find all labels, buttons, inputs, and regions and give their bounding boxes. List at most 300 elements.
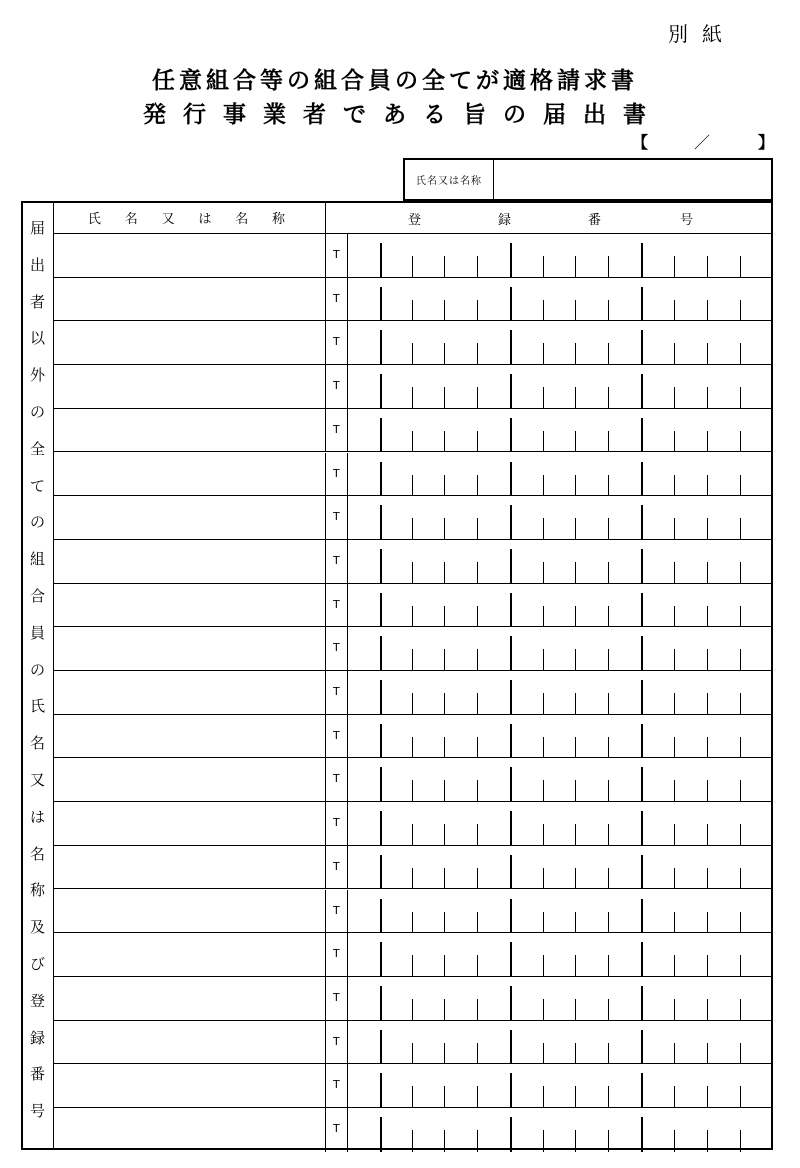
digit-group-divider	[641, 287, 643, 321]
digit-divider	[608, 1086, 609, 1107]
digit-divider	[412, 300, 413, 321]
period-field[interactable]	[632, 130, 774, 152]
digit-divider	[543, 518, 544, 539]
digit-divider	[412, 868, 413, 889]
registration-number-field[interactable]	[348, 1108, 773, 1152]
registration-number-field[interactable]	[348, 1021, 773, 1064]
digit-divider	[575, 518, 576, 539]
digit-divider	[608, 737, 609, 758]
digit-divider	[477, 693, 478, 714]
digit-divider	[707, 780, 708, 801]
digit-divider	[674, 868, 675, 889]
digit-divider	[608, 912, 609, 933]
digit-divider	[707, 1086, 708, 1107]
document-title-line-1: 任意組合等の組合員の全てが適格請求書	[152, 68, 638, 94]
side-label-char: 届	[29, 219, 45, 237]
digit-divider	[608, 868, 609, 889]
registration-prefix: T	[326, 496, 348, 539]
name-header-char: 名	[124, 211, 138, 227]
table-row	[54, 409, 773, 453]
digit-divider	[444, 300, 445, 321]
digit-divider	[412, 431, 413, 452]
side-label-char: 称	[29, 881, 45, 900]
digit-divider	[740, 649, 741, 670]
digit-divider	[707, 518, 708, 539]
digit-divider	[412, 387, 413, 408]
digit-divider	[740, 1086, 741, 1107]
digit-divider	[412, 475, 413, 496]
digit-divider	[740, 824, 741, 845]
digit-divider	[674, 780, 675, 801]
side-label-char: 名	[29, 844, 45, 863]
digit-divider	[575, 955, 576, 976]
digit-divider	[707, 387, 708, 408]
digit-divider	[575, 1130, 576, 1152]
registration-number-field[interactable]	[348, 321, 773, 364]
table-row	[54, 846, 773, 890]
digit-divider	[608, 343, 609, 364]
column-header-registration-number	[326, 201, 773, 234]
digit-group-divider	[510, 462, 512, 496]
registration-prefix: T	[326, 1021, 348, 1064]
registration-number-field[interactable]	[348, 540, 773, 583]
digit-divider	[707, 868, 708, 889]
digit-group-divider	[380, 287, 382, 321]
digit-group-divider	[641, 767, 643, 801]
digit-divider	[608, 1043, 609, 1064]
digit-group-divider	[510, 374, 512, 408]
digit-group-divider	[641, 899, 643, 933]
digit-divider	[575, 649, 576, 670]
digit-divider	[707, 475, 708, 496]
digit-divider	[477, 649, 478, 670]
digit-group-divider	[510, 287, 512, 321]
table-row	[54, 584, 773, 628]
digit-divider	[444, 606, 445, 627]
digit-divider	[543, 955, 544, 976]
digit-divider	[444, 955, 445, 976]
registration-prefix: T	[326, 627, 348, 670]
filer-name-label: 氏名又は名称	[405, 160, 494, 199]
side-label-char: の	[29, 513, 45, 532]
digit-divider	[707, 300, 708, 321]
digit-divider	[543, 912, 544, 933]
digit-divider	[674, 343, 675, 364]
member-name-cell[interactable]	[54, 715, 326, 758]
registration-prefix: T	[326, 1108, 348, 1152]
table-row	[54, 758, 773, 802]
registration-number-field[interactable]	[348, 977, 773, 1020]
registration-number-field[interactable]	[348, 671, 773, 714]
side-label-char: は	[29, 807, 45, 826]
digit-divider	[477, 475, 478, 496]
filer-name-box	[403, 158, 773, 201]
registration-header-char: 号	[680, 213, 694, 228]
digit-group-divider	[641, 330, 643, 364]
digit-divider	[740, 999, 741, 1020]
registration-number-field[interactable]	[348, 584, 773, 627]
digit-divider	[674, 955, 675, 976]
digit-group-divider	[510, 243, 512, 277]
digit-divider	[575, 693, 576, 714]
digit-divider	[477, 824, 478, 845]
table-row	[54, 1064, 773, 1108]
registration-number-field[interactable]	[348, 1064, 773, 1107]
member-name-cell[interactable]	[54, 758, 326, 801]
digit-divider	[608, 780, 609, 801]
digit-divider	[444, 780, 445, 801]
member-name-cell[interactable]	[54, 365, 326, 408]
digit-divider	[477, 343, 478, 364]
side-label-char: 組	[29, 550, 45, 569]
side-label-char: 員	[29, 623, 45, 642]
digit-group-divider	[510, 811, 512, 845]
registration-number-field[interactable]	[348, 453, 773, 496]
member-name-cell[interactable]	[54, 671, 326, 714]
digit-divider	[543, 431, 544, 452]
digit-group-divider	[641, 986, 643, 1020]
side-label-char: 登	[29, 991, 45, 1010]
registration-prefix: T	[326, 715, 348, 758]
digit-group-divider	[510, 899, 512, 933]
digit-divider	[575, 868, 576, 889]
member-name-cell[interactable]	[54, 540, 326, 583]
digit-divider	[608, 606, 609, 627]
registration-number-field[interactable]	[348, 496, 773, 539]
digit-divider	[543, 256, 544, 277]
digit-divider	[608, 300, 609, 321]
digit-group-divider	[510, 1030, 512, 1064]
digit-divider	[575, 824, 576, 845]
digit-divider	[608, 475, 609, 496]
table-row	[54, 453, 773, 497]
digit-divider	[575, 1086, 576, 1107]
registration-number-field[interactable]	[348, 365, 773, 408]
digit-group-divider	[641, 811, 643, 845]
member-name-cell[interactable]	[54, 453, 326, 496]
members-side-label	[21, 201, 54, 1150]
digit-divider	[608, 431, 609, 452]
digit-divider	[543, 824, 544, 845]
digit-divider	[740, 562, 741, 583]
digit-divider	[740, 387, 741, 408]
digit-divider	[608, 955, 609, 976]
digit-divider	[707, 1043, 708, 1064]
digit-group-divider	[641, 1073, 643, 1107]
filer-name-field[interactable]	[494, 160, 771, 199]
registration-number-field[interactable]	[348, 890, 773, 933]
member-name-cell[interactable]	[54, 584, 326, 627]
digit-divider	[674, 737, 675, 758]
digit-group-divider	[641, 505, 643, 539]
table-row	[54, 933, 773, 977]
digit-divider	[740, 343, 741, 364]
digit-divider	[477, 955, 478, 976]
member-name-cell[interactable]	[54, 890, 326, 933]
digit-divider	[444, 1086, 445, 1107]
side-label-char: 以	[29, 329, 45, 348]
digit-divider	[674, 912, 675, 933]
digit-divider	[608, 649, 609, 670]
digit-divider	[608, 256, 609, 277]
digit-divider	[740, 1043, 741, 1064]
name-header-char: 名	[235, 211, 249, 227]
digit-divider	[707, 824, 708, 845]
digit-divider	[674, 1086, 675, 1107]
digit-group-divider	[510, 636, 512, 670]
digit-divider	[543, 387, 544, 408]
digit-group-divider	[641, 593, 643, 627]
digit-divider	[608, 387, 609, 408]
registration-prefix: T	[326, 802, 348, 845]
registration-prefix: T	[326, 846, 348, 889]
period-slash: ／	[694, 133, 711, 152]
name-header-char: 又	[161, 211, 175, 227]
digit-group-divider	[510, 855, 512, 889]
table-row	[54, 715, 773, 759]
registration-prefix: T	[326, 671, 348, 714]
member-name-cell[interactable]	[54, 496, 326, 539]
digit-divider	[543, 780, 544, 801]
digit-divider	[707, 999, 708, 1020]
digit-divider	[674, 300, 675, 321]
digit-divider	[412, 912, 413, 933]
digit-group-divider	[510, 1117, 512, 1152]
digit-divider	[674, 1043, 675, 1064]
registration-prefix: T	[326, 540, 348, 583]
digit-divider	[608, 562, 609, 583]
registration-number-field[interactable]	[348, 234, 773, 277]
digit-divider	[412, 737, 413, 758]
digit-divider	[740, 475, 741, 496]
digit-divider	[543, 693, 544, 714]
digit-group-divider	[510, 942, 512, 976]
digit-divider	[444, 1043, 445, 1064]
digit-divider	[575, 737, 576, 758]
digit-divider	[674, 475, 675, 496]
digit-divider	[477, 1043, 478, 1064]
registration-header-char: 録	[498, 213, 512, 228]
column-header-name	[54, 201, 326, 234]
digit-divider	[477, 518, 478, 539]
digit-divider	[608, 999, 609, 1020]
table-row	[54, 496, 773, 540]
digit-group-divider	[510, 986, 512, 1020]
digit-divider	[674, 824, 675, 845]
digit-divider	[412, 562, 413, 583]
name-header-char: 氏	[87, 211, 101, 227]
digit-divider	[575, 475, 576, 496]
digit-divider	[674, 387, 675, 408]
digit-divider	[412, 955, 413, 976]
digit-divider	[543, 999, 544, 1020]
digit-divider	[707, 737, 708, 758]
registration-prefix: T	[326, 234, 348, 277]
digit-divider	[543, 475, 544, 496]
registration-header-char: 番	[588, 213, 602, 228]
member-name-cell[interactable]	[54, 802, 326, 845]
name-header-char: 称	[272, 211, 286, 227]
digit-divider	[444, 912, 445, 933]
table-row	[54, 365, 773, 409]
digit-divider	[477, 1086, 478, 1107]
digit-group-divider	[380, 549, 382, 583]
side-label-char: び	[29, 955, 45, 973]
member-name-cell[interactable]	[54, 409, 326, 452]
digit-divider	[740, 300, 741, 321]
digit-divider	[412, 1130, 413, 1152]
digit-group-divider	[641, 462, 643, 496]
registration-prefix: T	[326, 278, 348, 321]
registration-number-field[interactable]	[348, 627, 773, 670]
digit-divider	[740, 693, 741, 714]
digit-group-divider	[641, 549, 643, 583]
member-name-cell[interactable]	[54, 1064, 326, 1107]
attachment-label: 別紙	[668, 22, 736, 46]
member-name-cell[interactable]	[54, 1021, 326, 1064]
digit-group-divider	[641, 636, 643, 670]
digit-divider	[740, 431, 741, 452]
digit-divider	[412, 824, 413, 845]
digit-group-divider	[380, 243, 382, 277]
registration-header-char: 登	[408, 213, 422, 228]
digit-group-divider	[380, 374, 382, 408]
digit-divider	[444, 649, 445, 670]
digit-divider	[412, 1043, 413, 1064]
table-row	[54, 321, 773, 365]
registration-prefix: T	[326, 758, 348, 801]
member-name-cell[interactable]	[54, 846, 326, 889]
side-label-char: 者	[29, 292, 45, 311]
side-label-char: 又	[29, 771, 45, 789]
side-label-char: 及	[29, 918, 45, 937]
digit-group-divider	[380, 767, 382, 801]
member-name-cell[interactable]	[54, 1108, 326, 1152]
digit-divider	[477, 562, 478, 583]
table-row	[54, 977, 773, 1021]
digit-divider	[543, 868, 544, 889]
member-name-cell[interactable]	[54, 234, 326, 277]
registration-number-field[interactable]	[348, 758, 773, 801]
registration-number-field[interactable]	[348, 802, 773, 845]
digit-divider	[444, 256, 445, 277]
digit-divider	[608, 518, 609, 539]
digit-group-divider	[641, 724, 643, 758]
side-label-char: 外	[29, 366, 45, 385]
digit-divider	[575, 387, 576, 408]
digit-group-divider	[380, 418, 382, 452]
digit-divider	[543, 1086, 544, 1107]
digit-group-divider	[380, 811, 382, 845]
table-row	[54, 627, 773, 671]
registration-number-field[interactable]	[348, 846, 773, 889]
digit-group-divider	[510, 1073, 512, 1107]
digit-group-divider	[380, 855, 382, 889]
member-name-cell[interactable]	[54, 977, 326, 1020]
digit-divider	[444, 431, 445, 452]
side-label-char: 出	[29, 255, 45, 274]
side-label-char: 号	[29, 1102, 45, 1121]
side-label-char: の	[29, 403, 45, 421]
digit-divider	[543, 737, 544, 758]
digit-divider	[477, 1130, 478, 1152]
side-label-char: 氏	[29, 697, 45, 716]
digit-divider	[444, 387, 445, 408]
registration-prefix: T	[326, 933, 348, 976]
digit-divider	[674, 562, 675, 583]
digit-divider	[740, 606, 741, 627]
digit-group-divider	[380, 1030, 382, 1064]
digit-divider	[412, 256, 413, 277]
digit-group-divider	[641, 374, 643, 408]
registration-prefix: T	[326, 1064, 348, 1107]
period-close-bracket: 】	[757, 133, 774, 152]
registration-number-field[interactable]	[348, 933, 773, 976]
digit-group-divider	[510, 505, 512, 539]
registration-number-field[interactable]	[348, 278, 773, 321]
digit-divider	[543, 606, 544, 627]
digit-divider	[477, 256, 478, 277]
registration-number-field[interactable]	[348, 409, 773, 452]
digit-divider	[707, 955, 708, 976]
digit-divider	[608, 1130, 609, 1152]
digit-group-divider	[510, 330, 512, 364]
digit-divider	[740, 518, 741, 539]
digit-divider	[477, 912, 478, 933]
registration-number-field[interactable]	[348, 715, 773, 758]
digit-divider	[575, 999, 576, 1020]
digit-group-divider	[641, 243, 643, 277]
table-row	[54, 1021, 773, 1065]
digit-divider	[740, 1130, 741, 1152]
digit-divider	[412, 649, 413, 670]
registration-prefix: T	[326, 977, 348, 1020]
document-title-line-2: 発行事業者である旨の届出書	[143, 102, 663, 128]
digit-group-divider	[380, 462, 382, 496]
digit-divider	[575, 300, 576, 321]
digit-divider	[444, 824, 445, 845]
side-label-char: 全	[29, 439, 45, 458]
digit-divider	[543, 562, 544, 583]
digit-divider	[477, 300, 478, 321]
digit-divider	[412, 1086, 413, 1107]
digit-divider	[575, 780, 576, 801]
side-label-char: 番	[29, 1065, 45, 1084]
digit-group-divider	[380, 636, 382, 670]
member-name-cell[interactable]	[54, 933, 326, 976]
digit-divider	[477, 387, 478, 408]
table-row	[54, 1108, 773, 1152]
member-name-cell[interactable]	[54, 278, 326, 321]
digit-group-divider	[510, 549, 512, 583]
digit-divider	[740, 912, 741, 933]
digit-divider	[477, 780, 478, 801]
digit-group-divider	[380, 330, 382, 364]
digit-divider	[444, 518, 445, 539]
digit-divider	[674, 1130, 675, 1152]
registration-prefix: T	[326, 321, 348, 364]
digit-divider	[674, 999, 675, 1020]
digit-divider	[608, 693, 609, 714]
member-name-cell[interactable]	[54, 321, 326, 364]
digit-divider	[575, 1043, 576, 1064]
digit-divider	[575, 256, 576, 277]
digit-divider	[740, 737, 741, 758]
member-name-cell[interactable]	[54, 627, 326, 670]
digit-group-divider	[641, 855, 643, 889]
digit-group-divider	[510, 593, 512, 627]
digit-divider	[707, 343, 708, 364]
